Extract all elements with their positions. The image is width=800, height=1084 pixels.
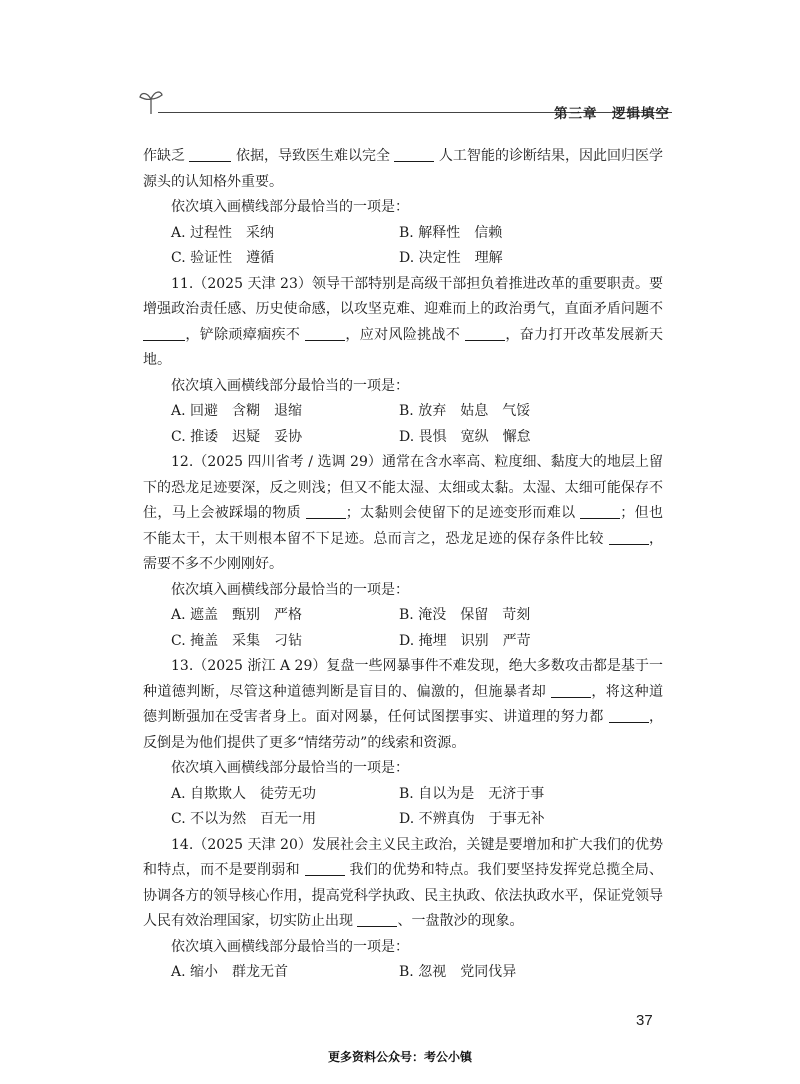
question-stem: 作缺乏 依据，导致医生难以完全 人工智能的诊断结果，因此回归医学源头的认知格外重要。 <box>143 148 664 190</box>
option-a: A. 过程性 采纳 <box>171 224 275 241</box>
question-prompt: 依次填入画横线部分最恰当的一项是： <box>171 938 409 955</box>
answer-blank <box>189 147 231 162</box>
question-prompt: 依次填入画横线部分最恰当的一项是： <box>171 377 409 394</box>
question-list <box>143 144 663 986</box>
question-12 <box>143 450 663 654</box>
answer-blank <box>580 504 620 519</box>
question-stem: 11.（2025 天津 23）领导干部特别是高级干部担负着推进改革的重要职责。要增强政治责任感、历史使命感，以攻坚克难、迎难而上的政治勇气，直面矛盾问题不，铲除顽瘴痼疾不 ，应对风险挑战不 ，奋力打开改革发展新天地。 <box>143 275 663 368</box>
option-c: C. 推诿 迟疑 妥协 <box>171 428 303 445</box>
answer-blank <box>305 861 345 876</box>
option-b: B. 淹没 保留 苛刻 <box>399 607 531 623</box>
option-d: D. 决定性 理解 <box>399 250 503 266</box>
question-prompt: 依次填入画横线部分最恰当的一项是： <box>171 581 409 598</box>
option-c: C. 掩盖 采集 刁钻 <box>171 632 303 649</box>
question-stem: 14.（2025 天津 20）发展社会主义民主政治，关键是要增加和扩大我们的优势和特点，而不是要削弱和 我们的优势和特点。我们要坚持发挥党总揽全局、协调各方的领导核心作用，提高党科学执政、民主执政、依法执政水平，保证党领导人民有效治理国家，切实防止出现 、一盘散沙的现象。 <box>143 836 664 929</box>
question-13 <box>143 654 663 833</box>
question-11 <box>143 272 663 451</box>
option-a: A. 自欺欺人 徒劳无功 <box>171 785 317 802</box>
option-c: C. 验证性 遵循 <box>171 250 275 266</box>
option-b: B. 忽视 党同伐异 <box>399 964 517 980</box>
page-number: 37 <box>636 1012 653 1029</box>
option-a: A. 遮盖 甄别 严格 <box>171 607 303 623</box>
option-d: D. 不辨真伪 于事无补 <box>399 811 545 827</box>
footer-note: 更多资料公众号：考公小镇 <box>327 1050 472 1064</box>
running-header <box>138 88 678 128</box>
answer-blank <box>357 912 397 927</box>
question-10 <box>143 144 663 272</box>
answer-blank <box>305 326 345 341</box>
question-stem: 12.（2025 四川省考 / 选调 29）通常在含水率高、粒度细、黏度大的地层上留下的恐龙足迹要深，反之则浅；但又不能太湿、太细或太黏。太湿、太细可能保存不住，马上会被踩塌的物质 ；太黏则会使留下的足迹变形而难以 ；但也不能太干，太干则根本留不下足迹。总而言之，恐龙足迹的保存条件比较 ，需要不多不少刚刚好。 <box>143 454 664 572</box>
option-c: C. 不以为然 百无一用 <box>171 811 317 827</box>
option-a: A. 缩小 群龙无首 <box>171 964 289 980</box>
answer-blank <box>394 147 434 162</box>
question-stem: 13.（2025 浙江 A 29）复盘一些网暴事件不难发现，绝大多数攻击都是基于一种道德判断，尽管这种道德判断是盲目的、偏激的，但施暴者却 ，将这种道德判断强加在受害者身上。面对网暴，任何试图摆事实、讲道理的努力都 ，反倒是为他们提供了更多“情绪劳动”的线索和资源。 <box>143 658 664 751</box>
answer-blank <box>551 683 591 698</box>
answer-blank <box>143 326 185 341</box>
question-14 <box>143 833 663 986</box>
answer-blank <box>306 504 346 519</box>
answer-blank <box>465 326 505 341</box>
chapter-title: 第三章 逻辑填空 <box>554 106 670 122</box>
option-d: D. 掩埋 识别 严苛 <box>399 632 531 649</box>
question-prompt: 依次填入画横线部分最恰当的一项是： <box>171 760 409 776</box>
option-a: A. 回避 含糊 退缩 <box>171 403 303 419</box>
option-d: D. 畏惧 宽纵 懈怠 <box>399 428 531 445</box>
option-b: B. 自以为是 无济于事 <box>399 785 545 802</box>
option-b: B. 放弃 姑息 气馁 <box>399 403 531 419</box>
answer-blank <box>609 530 649 545</box>
question-prompt: 依次填入画横线部分最恰当的一项是： <box>171 199 409 215</box>
option-b: B. 解释性 信赖 <box>399 224 503 241</box>
answer-blank <box>609 708 649 723</box>
